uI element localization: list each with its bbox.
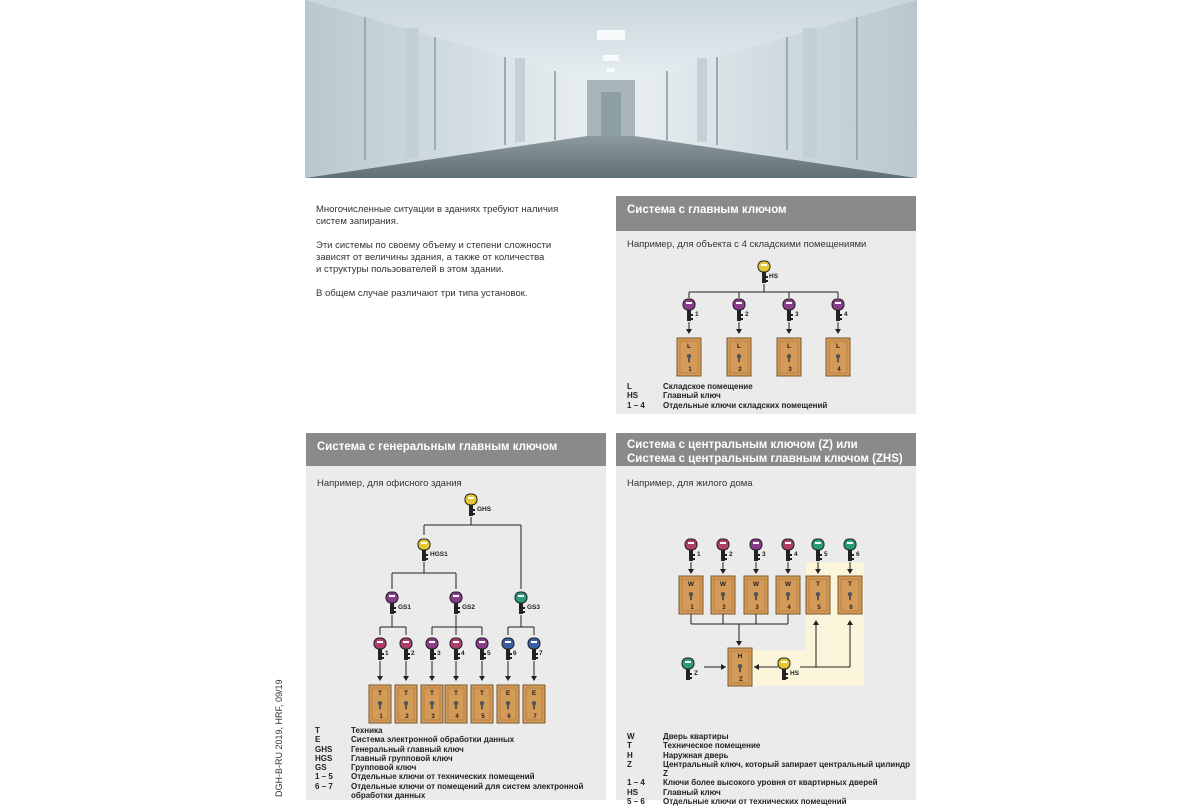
key-label: HS — [769, 273, 779, 280]
door-number: Z — [739, 677, 743, 683]
door-letter: L — [687, 343, 691, 350]
central-key-title — [616, 433, 916, 466]
door-letter: T — [848, 581, 852, 588]
intro-paragraph-2: Эти системы по своему объему и степени сложности зависят от величины здания, а также от количества и структуры пользователей в этом здании. — [316, 240, 552, 275]
door-icon — [777, 338, 801, 376]
door-number: 4 — [837, 367, 841, 373]
door-icon — [677, 338, 701, 376]
arrow-head — [453, 676, 459, 681]
legend-row: HGS Главный групповой ключ — [315, 753, 453, 763]
key-icon — [418, 539, 448, 561]
door-number: 2 — [738, 367, 742, 373]
key-icon — [733, 299, 749, 321]
key-label: GS1 — [398, 604, 412, 611]
central-key-example: Например, для жилого дома — [627, 478, 753, 489]
arrow-head — [429, 676, 435, 681]
legend-row: GS Групповой ключ — [315, 763, 417, 773]
central-key-title-line-2: Система с центральным главным ключом (ZHS) — [627, 453, 903, 465]
legend-row: Z Центральный ключ, который запирает центральный цилиндр Z — [627, 759, 911, 779]
key-label: 2 — [729, 551, 733, 558]
key-label: 6 — [513, 650, 517, 657]
key-label: 3 — [795, 311, 799, 318]
key-label: 4 — [461, 650, 465, 657]
intro-text — [316, 204, 586, 312]
door-number: 3 — [755, 605, 759, 611]
arrow-head — [753, 569, 759, 574]
door-icon — [727, 338, 751, 376]
key-label: 6 — [856, 551, 860, 558]
door-number: 2 — [405, 714, 409, 720]
central-key-legend — [627, 732, 912, 806]
legend-row: 1 – 4 Отдельные ключи складских помещений — [627, 400, 828, 410]
door-icon — [826, 338, 850, 376]
door-letter: T — [378, 690, 382, 697]
key-icon — [758, 261, 779, 283]
key-icon — [750, 539, 766, 561]
door-letter: E — [505, 690, 511, 697]
door-number: 3 — [788, 367, 792, 373]
door-number: 1 — [379, 714, 383, 720]
door-icon — [806, 576, 830, 614]
door-icon — [838, 576, 862, 614]
door-letter: T — [454, 690, 458, 697]
door-letter: H — [737, 653, 743, 660]
legend-row: GHS Генеральный главный ключ — [315, 744, 464, 754]
key-label: HGS1 — [430, 551, 448, 558]
door-icon — [744, 576, 768, 614]
key-icon — [832, 299, 848, 321]
arrow-head — [403, 676, 409, 681]
master-key-title: Система с главным ключом — [616, 196, 916, 231]
key-label: HS — [790, 670, 800, 677]
legend-row: E Система электронной обработки данных — [315, 735, 515, 745]
arrow-head — [785, 569, 791, 574]
arrow-head — [721, 664, 726, 670]
key-icon — [683, 299, 699, 321]
key-icon — [515, 592, 540, 614]
door-letter: W — [784, 581, 792, 588]
key-icon — [682, 658, 698, 680]
door-icon — [728, 648, 752, 686]
door-number: 4 — [455, 714, 459, 720]
arrow-head — [736, 329, 742, 334]
door-icon — [497, 685, 519, 723]
key-icon — [374, 638, 389, 660]
key-icon — [400, 638, 415, 660]
door-number: 1 — [688, 367, 692, 373]
arrow-head — [505, 676, 511, 681]
arrow-head — [686, 329, 692, 334]
document-code: DGH-B-RU 2019, HRF, 09/19 — [274, 679, 284, 797]
door-number: 7 — [533, 714, 537, 720]
arrow-head — [479, 676, 485, 681]
master-key-panel — [616, 196, 916, 414]
key-label: GS2 — [462, 604, 476, 611]
legend-row: W Дверь квартиры — [627, 732, 729, 741]
key-icon — [717, 539, 733, 561]
key-label: 1 — [695, 311, 699, 318]
door-icon — [679, 576, 703, 614]
key-icon — [844, 539, 860, 561]
intro-paragraph-3: В общем случае различают три типа установок. — [316, 288, 528, 299]
key-label: 3 — [437, 650, 441, 657]
legend-row: 1 – 5 Отдельные ключи от технических помещений — [315, 772, 535, 782]
key-label: 3 — [762, 551, 766, 558]
legend-row: H Наружная дверь — [627, 750, 729, 760]
door-letter: L — [836, 343, 840, 350]
arrow-head — [835, 329, 841, 334]
legend-row: HS Главный ключ — [627, 391, 721, 401]
door-number: 6 — [849, 605, 853, 611]
door-icon — [523, 685, 545, 723]
general-master-key-legend — [315, 726, 600, 800]
key-icon — [426, 638, 441, 660]
door-letter: W — [687, 581, 695, 588]
key-label: 5 — [824, 551, 828, 558]
key-icon — [685, 539, 701, 561]
arrow-head — [377, 676, 383, 681]
door-letter: T — [404, 690, 408, 697]
door-letter: W — [752, 581, 760, 588]
master-key-diagram — [616, 256, 916, 381]
key-label: GS3 — [527, 604, 541, 611]
door-icon — [369, 685, 391, 723]
key-icon — [465, 494, 492, 516]
door-icon — [776, 576, 800, 614]
door-icon — [445, 685, 467, 723]
arrow-head — [688, 569, 694, 574]
legend-row: 5 – 6 Отдельные ключи от технических помещений — [627, 797, 847, 806]
door-letter: T — [430, 690, 434, 697]
key-label: 2 — [745, 311, 749, 318]
key-icon — [386, 592, 411, 614]
key-label: 7 — [539, 650, 543, 657]
key-icon — [450, 592, 475, 614]
legend-row: T Техническое помещение — [627, 741, 761, 751]
door-number: 5 — [481, 714, 485, 720]
door-number: 5 — [817, 605, 821, 611]
door-letter: T — [480, 690, 484, 697]
key-label: 4 — [844, 311, 848, 318]
door-number: 4 — [787, 605, 791, 611]
key-icon — [476, 638, 491, 660]
legend-row: 1 – 4 Ключи более высокого уровня от квартирных дверей — [627, 778, 878, 788]
intro-paragraph-1: Многочисленные ситуации в зданиях требуют наличия систем запирания. — [316, 204, 559, 227]
door-number: 6 — [507, 714, 511, 720]
door-letter: W — [719, 581, 727, 588]
door-letter: E — [531, 690, 537, 697]
key-icon — [812, 539, 828, 561]
master-key-example: Например, для объекта с 4 складскими помещениями — [627, 239, 867, 250]
central-key-panel — [616, 433, 916, 806]
door-icon — [395, 685, 417, 723]
door-icon — [421, 685, 443, 723]
general-master-key-panel — [306, 433, 606, 800]
key-label: 1 — [385, 650, 389, 657]
general-master-key-example: Например, для офисного здания — [317, 478, 462, 489]
legend-row: HS Главный ключ — [627, 787, 721, 797]
door-number: 2 — [722, 605, 726, 611]
general-master-key-diagram — [306, 491, 606, 726]
key-label: Z — [694, 670, 698, 677]
key-label: 2 — [411, 650, 415, 657]
legend-row: T Техника — [315, 726, 383, 735]
key-icon — [782, 539, 798, 561]
key-icon — [450, 638, 465, 660]
legend-row: L Складское помещение — [627, 382, 753, 391]
master-key-legend — [627, 382, 907, 410]
door-letter: L — [737, 343, 741, 350]
door-icon — [711, 576, 735, 614]
arrow-head — [786, 329, 792, 334]
key-icon — [528, 638, 543, 660]
door-icon — [471, 685, 493, 723]
key-label: GHS — [477, 506, 492, 513]
door-number: 3 — [431, 714, 435, 720]
door-letter: T — [816, 581, 820, 588]
general-master-key-title: Система с генеральным главным ключом — [306, 433, 606, 466]
arrow-head — [720, 569, 726, 574]
corridor-photo — [305, 0, 917, 178]
key-icon — [502, 638, 517, 660]
arrow-head — [736, 641, 742, 646]
legend-row: 6 – 7 Отдельные ключи от помещений для систем электронной обработки данных — [315, 781, 584, 801]
key-label: 5 — [487, 650, 491, 657]
door-number: 1 — [690, 605, 694, 611]
key-icon — [783, 299, 799, 321]
key-label: 4 — [794, 551, 798, 558]
door-letter: L — [787, 343, 791, 350]
arrow-head — [531, 676, 537, 681]
central-key-diagram — [616, 528, 916, 728]
key-label: 1 — [697, 551, 701, 558]
central-key-title-line-1: Система с центральным ключом (Z) или — [627, 439, 858, 451]
